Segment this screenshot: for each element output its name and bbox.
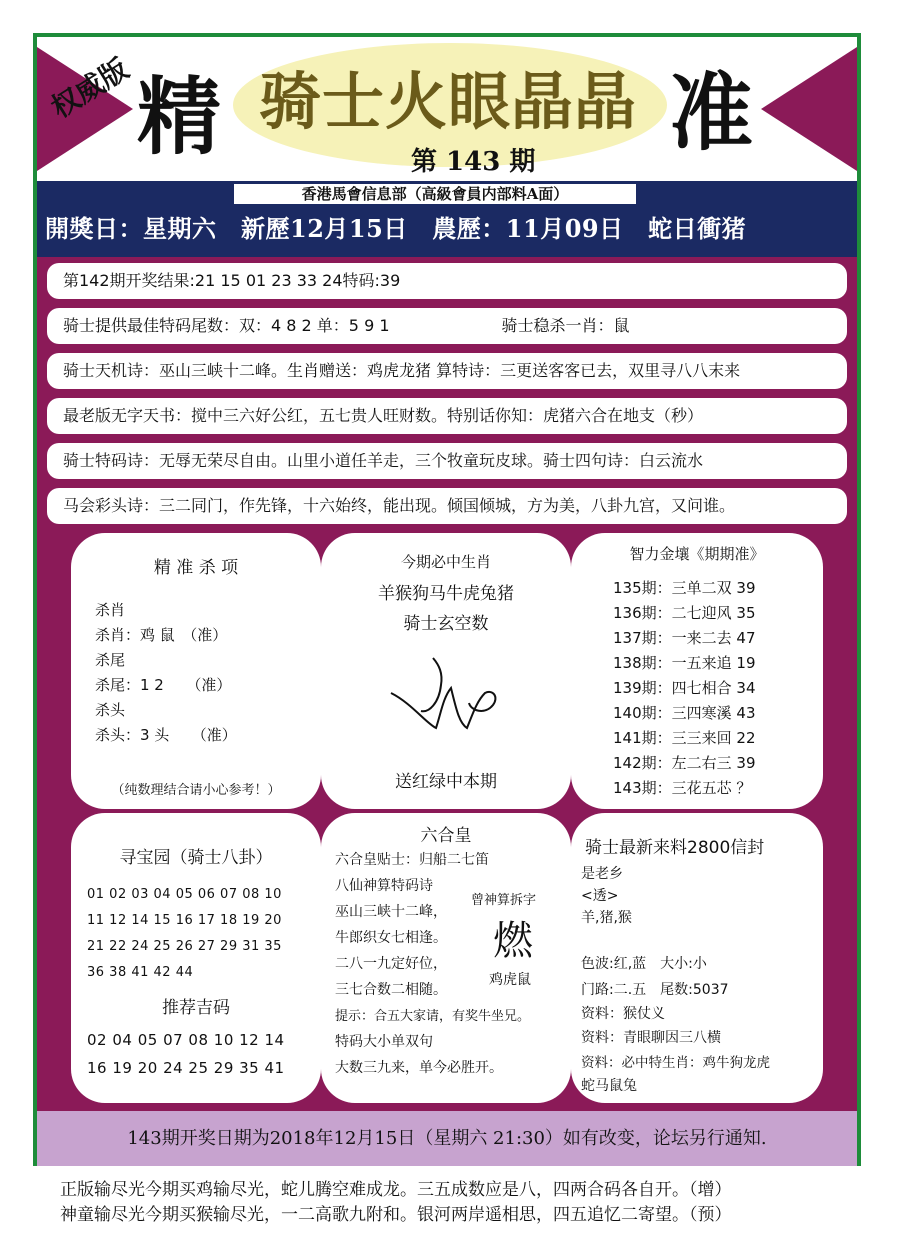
- poster-frame: [33, 33, 861, 1166]
- right-big-char: 准: [669, 64, 754, 162]
- treasure-card: [71, 813, 321, 1103]
- kill-card: [71, 533, 321, 809]
- lucky-title: 推荐吉码: [162, 998, 230, 1018]
- split-answer: 鸡虎鼠: [489, 972, 531, 988]
- kill-line: 杀尾：1 2 （准）: [95, 676, 232, 694]
- lucky-numbers: 02 04 05 07 08 10 12 14: [87, 1031, 285, 1049]
- date-band: [37, 181, 857, 257]
- latest-line: 是老乡: [581, 866, 623, 882]
- kill-line: 杀尾: [95, 651, 126, 669]
- left-big-char: 精: [137, 68, 222, 166]
- wisdom-card: [571, 533, 823, 809]
- zodiac-subtitle: 骑士玄空数: [403, 614, 489, 634]
- liuhe-line: 二八一九定好位，: [335, 956, 447, 972]
- latest-line: 资料：必中特生肖：鸡牛狗龙虎: [581, 1055, 770, 1071]
- latest-line: 门路:二.五 尾数:5037: [581, 982, 729, 998]
- info-row-lucky-poem: 马会彩头诗：三二同门，作先锋，十六始终，能出现。倾国倾城，方为美，八卦九宫，又问谁。: [47, 488, 847, 524]
- header: [37, 37, 857, 181]
- notice-band: 143期开奖日期为2018年12月15日（星期六 21:30）如有改变，论坛另行通知.: [37, 1111, 857, 1166]
- latest-line: 蛇马鼠兔: [581, 1078, 637, 1094]
- kill-line: 杀头: [95, 701, 126, 719]
- liuhe-line: 三七合数二相随。: [335, 982, 447, 998]
- wisdom-entry: 137期：一来二去 47: [613, 629, 756, 647]
- liuhe-line: 特码大小单双句: [335, 1034, 433, 1050]
- lucky-numbers: 16 19 20 24 25 29 35 41: [87, 1059, 285, 1077]
- split-char: 燃: [493, 918, 533, 964]
- treasure-numbers: 11 12 14 15 16 17 18 19 20: [87, 913, 282, 928]
- treasure-numbers: 01 02 03 04 05 06 07 08 10: [87, 887, 282, 902]
- latest-line: 资料：猴仗义: [581, 1006, 665, 1022]
- signature-icon: [381, 653, 521, 743]
- latest-line: 资料：青眼聊因三八横: [581, 1030, 721, 1046]
- wisdom-entry: 142期：左二右三 39: [613, 754, 756, 772]
- liuhe-card: [321, 813, 571, 1103]
- treasure-title: 寻宝园（骑士八卦）: [119, 848, 273, 868]
- liuhe-line: 巫山三峡十二峰，: [335, 904, 447, 920]
- latest-line: 羊,猪,猴: [581, 910, 632, 926]
- liuhe-line: 大数三九来，单今必胜开。: [335, 1060, 503, 1076]
- bottom-text-line: 神童输尽光今期买猴输尽光，一二高歌九附和。银河两岸遥相思，四五追忆二寄望。（预）: [60, 1205, 732, 1225]
- latest-card: [571, 813, 823, 1103]
- wisdom-entry: 135期：三单二双 39: [613, 579, 756, 597]
- kill-line: 杀肖: [95, 601, 126, 619]
- page-title: 骑士火眼晶晶: [259, 65, 638, 138]
- right-triangle-decoration: [761, 47, 857, 171]
- zodiac-card: [321, 533, 571, 809]
- latest-line: 色波:红,蓝 大小:小: [581, 956, 707, 972]
- info-row-book: 最老版无字天书：搅中三六好公红，五七贵人旺财数。特别话你知：虎猪六合在地支（秒）: [47, 398, 847, 434]
- liuhe-line: 提示：合五大家请，有奖牛坐兄。: [335, 1009, 531, 1024]
- liuhe-line: 六合皇贴士：归船二七笛: [335, 852, 489, 868]
- wisdom-entry: 140期：三四寒溪 43: [613, 704, 756, 722]
- issue-number: 第 143 期: [411, 147, 536, 177]
- badge: 权威版: [45, 52, 135, 125]
- info-row-special: 骑士特码诗：无辱无荣尽自由。山里小道任羊走，三个牧童玩皮球。骑士四句诗：白云流水: [47, 443, 847, 479]
- kill-note: （纯数理结合请小心参考！）: [111, 783, 281, 798]
- wisdom-entry: 139期：四七相合 34: [613, 679, 756, 697]
- kill-line: 杀头：3 头 （准）: [95, 726, 237, 744]
- wisdom-entry: 136期：二七迎风 35: [613, 604, 756, 622]
- latest-title: 骑士最新来料2800信封: [585, 838, 765, 858]
- treasure-numbers: 36 38 41 42 44: [87, 965, 194, 980]
- zodiac-animals: 羊猴狗马牛虎兔猪: [378, 584, 514, 604]
- wisdom-entry: 143期：三花五芯 ？: [613, 779, 752, 797]
- latest-line: <透>: [581, 888, 619, 904]
- kill-title: 精 准 杀 项: [153, 558, 239, 578]
- wisdom-entry: 141期：三三来回 22: [613, 729, 756, 747]
- wisdom-title: 智力金壤《期期准》: [629, 545, 765, 563]
- zodiac-footer: 送红绿中本期: [395, 772, 497, 792]
- info-row-tail: 骑士提供最佳特码尾数：双：4 8 2 单：5 9 1 骑士稳杀一肖：鼠: [47, 308, 847, 344]
- info-row-results: 第142期开奖结果:21 15 01 23 33 24特码:39: [47, 263, 847, 299]
- zodiac-title: 今期必中生肖: [400, 553, 491, 571]
- info-row-poem: 骑士天机诗：巫山三峡十二峰。生肖赠送：鸡虎龙猪 算特诗：三更送客客已去，双里寻八八末来: [47, 353, 847, 389]
- subtitle: 香港馬會信息部（高級會員内部料A面）: [233, 183, 637, 205]
- liuhe-line: 八仙神算特码诗: [335, 878, 433, 894]
- treasure-numbers: 21 22 24 25 26 27 29 31 35: [87, 939, 282, 954]
- liuhe-title: 六合皇: [420, 826, 472, 846]
- bottom-text-line: 正版输尽光今期买鸡输尽光，蛇儿腾空难成龙。三五成数应是八，四两合码各自开。（增）: [60, 1180, 732, 1200]
- liuhe-line: 牛郎织女七相逢。: [335, 930, 447, 946]
- wisdom-entry: 138期：一五来追 19: [613, 654, 756, 672]
- draw-date: 開獎日：星期六 新歷12月15日 農歷：11月09日 蛇日衝猪: [45, 214, 747, 243]
- split-title: 曾神算拆字: [471, 893, 537, 908]
- kill-line: 杀肖：鸡 鼠 （准）: [95, 626, 228, 644]
